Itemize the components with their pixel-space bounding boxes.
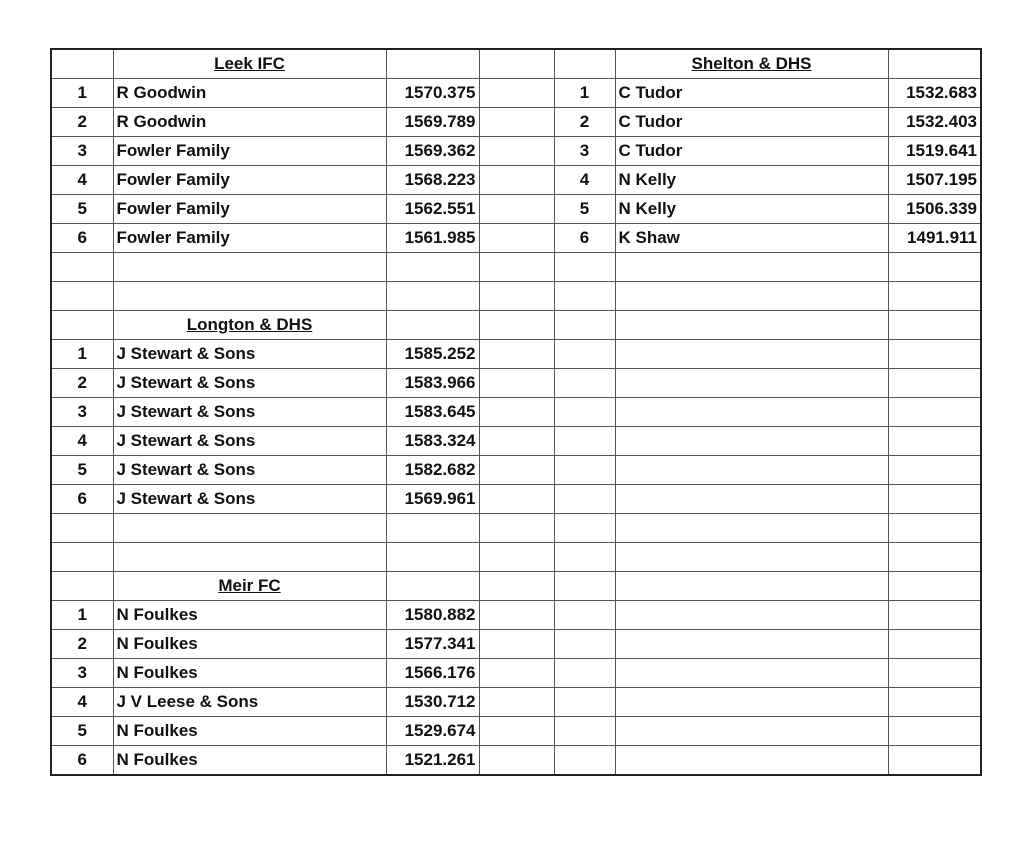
left-score-cell: 1585.252 (386, 340, 479, 369)
left-score-cell: 1530.712 (386, 688, 479, 717)
right-name-cell (615, 340, 888, 369)
right-rank-cell: 3 (554, 137, 615, 166)
right-rank-cell (554, 369, 615, 398)
right-rank-cell: 4 (554, 166, 615, 195)
right-name-cell: C Tudor (615, 79, 888, 108)
spacer-cell (479, 746, 554, 776)
table-row (51, 224, 981, 253)
right-score-cell (888, 485, 981, 514)
right-score-cell (888, 456, 981, 485)
right-section-title (615, 572, 888, 601)
right-rank-cell: 6 (554, 224, 615, 253)
left-score-cell (386, 49, 479, 79)
left-rank-cell: 6 (51, 746, 113, 776)
right-score-cell: 1491.911 (888, 224, 981, 253)
right-score-cell (888, 630, 981, 659)
spacer-cell (479, 456, 554, 485)
left-score-cell: 1580.882 (386, 601, 479, 630)
spacer-cell (479, 79, 554, 108)
right-name-cell (615, 543, 888, 572)
right-score-cell (888, 572, 981, 601)
right-rank-cell (554, 514, 615, 543)
table-row (51, 630, 981, 659)
left-name-cell (113, 282, 386, 311)
right-score-cell (888, 601, 981, 630)
left-rank-cell: 1 (51, 601, 113, 630)
right-score-cell (888, 340, 981, 369)
table-row (51, 340, 981, 369)
left-score-cell: 1583.966 (386, 369, 479, 398)
spacer-cell (479, 398, 554, 427)
right-score-cell (888, 746, 981, 776)
left-name-cell (113, 543, 386, 572)
right-name-cell (615, 630, 888, 659)
right-rank-cell (554, 543, 615, 572)
left-rank-cell: 1 (51, 340, 113, 369)
right-name-cell (615, 659, 888, 688)
right-name-cell: K Shaw (615, 224, 888, 253)
table-row (51, 717, 981, 746)
table-row (51, 369, 981, 398)
left-rank-cell (51, 572, 113, 601)
right-section-title: Shelton & DHS (615, 49, 888, 79)
spacer-cell (479, 340, 554, 369)
right-score-cell (888, 253, 981, 282)
left-name-cell: J Stewart & Sons (113, 369, 386, 398)
left-score-cell: 1566.176 (386, 659, 479, 688)
right-score-cell: 1532.683 (888, 79, 981, 108)
spacer-cell (479, 195, 554, 224)
left-name-cell: N Foulkes (113, 717, 386, 746)
left-rank-cell: 3 (51, 659, 113, 688)
left-score-cell: 1570.375 (386, 79, 479, 108)
right-score-cell (888, 717, 981, 746)
left-name-cell: N Foulkes (113, 659, 386, 688)
table-body (51, 49, 981, 775)
left-rank-cell: 3 (51, 137, 113, 166)
left-score-cell (386, 311, 479, 340)
right-rank-cell: 1 (554, 79, 615, 108)
left-section-title: Leek IFC (113, 49, 386, 79)
left-score-cell: 1568.223 (386, 166, 479, 195)
right-rank-cell (554, 601, 615, 630)
table-row (51, 253, 981, 282)
left-name-cell: Fowler Family (113, 195, 386, 224)
left-rank-cell (51, 49, 113, 79)
table-row (51, 688, 981, 717)
table-row (51, 456, 981, 485)
left-rank-cell: 5 (51, 456, 113, 485)
left-score-cell: 1569.789 (386, 108, 479, 137)
left-rank-cell: 6 (51, 224, 113, 253)
left-name-cell (113, 514, 386, 543)
right-rank-cell: 2 (554, 108, 615, 137)
left-section-title: Meir FC (113, 572, 386, 601)
table-row (51, 79, 981, 108)
results-table (50, 48, 982, 776)
table-row (51, 601, 981, 630)
right-rank-cell: 5 (554, 195, 615, 224)
left-name-cell: N Foulkes (113, 746, 386, 776)
left-name-cell: J Stewart & Sons (113, 427, 386, 456)
left-name-cell: N Foulkes (113, 630, 386, 659)
right-name-cell (615, 514, 888, 543)
right-score-cell: 1507.195 (888, 166, 981, 195)
right-score-cell (888, 398, 981, 427)
left-name-cell: Fowler Family (113, 137, 386, 166)
left-name-cell: J Stewart & Sons (113, 456, 386, 485)
spacer-cell (479, 717, 554, 746)
right-name-cell: N Kelly (615, 195, 888, 224)
left-score-cell (386, 514, 479, 543)
right-name-cell (615, 688, 888, 717)
right-section-title (615, 311, 888, 340)
spacer-cell (479, 311, 554, 340)
right-rank-cell (554, 340, 615, 369)
spacer-cell (479, 369, 554, 398)
table-row (51, 514, 981, 543)
section-header-row (51, 572, 981, 601)
right-score-cell (888, 514, 981, 543)
left-rank-cell (51, 514, 113, 543)
table-row (51, 659, 981, 688)
right-rank-cell (554, 311, 615, 340)
right-rank-cell (554, 572, 615, 601)
right-name-cell (615, 282, 888, 311)
right-rank-cell (554, 49, 615, 79)
left-score-cell: 1583.324 (386, 427, 479, 456)
left-score-cell (386, 543, 479, 572)
right-rank-cell (554, 427, 615, 456)
right-rank-cell (554, 253, 615, 282)
spacer-cell (479, 253, 554, 282)
left-score-cell: 1582.682 (386, 456, 479, 485)
right-rank-cell (554, 456, 615, 485)
right-rank-cell (554, 659, 615, 688)
left-rank-cell: 6 (51, 485, 113, 514)
left-rank-cell (51, 543, 113, 572)
table-row (51, 195, 981, 224)
left-rank-cell: 1 (51, 79, 113, 108)
table-row (51, 427, 981, 456)
left-rank-cell: 4 (51, 166, 113, 195)
right-name-cell (615, 746, 888, 776)
left-rank-cell: 2 (51, 369, 113, 398)
left-score-cell: 1569.961 (386, 485, 479, 514)
right-score-cell (888, 688, 981, 717)
spacer-cell (479, 224, 554, 253)
left-score-cell: 1583.645 (386, 398, 479, 427)
right-name-cell: N Kelly (615, 166, 888, 195)
left-rank-cell: 4 (51, 427, 113, 456)
left-name-cell: R Goodwin (113, 108, 386, 137)
left-score-cell (386, 572, 479, 601)
table-row (51, 746, 981, 776)
left-score-cell: 1529.674 (386, 717, 479, 746)
spacer-cell (479, 543, 554, 572)
spacer-cell (479, 572, 554, 601)
right-score-cell (888, 543, 981, 572)
right-name-cell (615, 717, 888, 746)
left-rank-cell (51, 311, 113, 340)
left-score-cell: 1521.261 (386, 746, 479, 776)
right-name-cell: C Tudor (615, 137, 888, 166)
right-name-cell (615, 398, 888, 427)
left-rank-cell (51, 253, 113, 282)
spacer-cell (479, 282, 554, 311)
left-name-cell: J Stewart & Sons (113, 340, 386, 369)
right-rank-cell (554, 746, 615, 776)
left-section-title: Longton & DHS (113, 311, 386, 340)
spacer-cell (479, 601, 554, 630)
left-rank-cell: 2 (51, 108, 113, 137)
table-row (51, 137, 981, 166)
spacer-cell (479, 137, 554, 166)
spacer-cell (479, 630, 554, 659)
right-score-cell (888, 282, 981, 311)
left-name-cell: N Foulkes (113, 601, 386, 630)
left-name-cell (113, 253, 386, 282)
left-name-cell: J Stewart & Sons (113, 485, 386, 514)
right-name-cell (615, 369, 888, 398)
right-rank-cell (554, 398, 615, 427)
right-score-cell (888, 311, 981, 340)
left-rank-cell: 3 (51, 398, 113, 427)
right-score-cell (888, 49, 981, 79)
table-row (51, 282, 981, 311)
right-score-cell: 1506.339 (888, 195, 981, 224)
left-score-cell: 1562.551 (386, 195, 479, 224)
left-name-cell: J Stewart & Sons (113, 398, 386, 427)
right-name-cell (615, 456, 888, 485)
right-rank-cell (554, 630, 615, 659)
right-name-cell (615, 601, 888, 630)
right-score-cell: 1519.641 (888, 137, 981, 166)
table-row (51, 543, 981, 572)
right-score-cell (888, 659, 981, 688)
section-header-row (51, 49, 981, 79)
right-rank-cell (554, 485, 615, 514)
left-rank-cell: 2 (51, 630, 113, 659)
left-score-cell: 1561.985 (386, 224, 479, 253)
right-score-cell (888, 427, 981, 456)
left-rank-cell: 5 (51, 717, 113, 746)
table-row (51, 485, 981, 514)
left-name-cell: R Goodwin (113, 79, 386, 108)
table-row (51, 398, 981, 427)
right-score-cell: 1532.403 (888, 108, 981, 137)
spacer-cell (479, 427, 554, 456)
table-row (51, 166, 981, 195)
left-rank-cell: 4 (51, 688, 113, 717)
right-name-cell: C Tudor (615, 108, 888, 137)
right-name-cell (615, 427, 888, 456)
table-row (51, 108, 981, 137)
right-rank-cell (554, 688, 615, 717)
right-name-cell (615, 253, 888, 282)
left-score-cell (386, 253, 479, 282)
spacer-cell (479, 688, 554, 717)
left-name-cell: Fowler Family (113, 166, 386, 195)
right-score-cell (888, 369, 981, 398)
spacer-cell (479, 514, 554, 543)
right-rank-cell (554, 282, 615, 311)
left-rank-cell: 5 (51, 195, 113, 224)
spacer-cell (479, 49, 554, 79)
left-name-cell: Fowler Family (113, 224, 386, 253)
spacer-cell (479, 108, 554, 137)
right-name-cell (615, 485, 888, 514)
left-score-cell: 1577.341 (386, 630, 479, 659)
left-score-cell: 1569.362 (386, 137, 479, 166)
left-name-cell: J V Leese & Sons (113, 688, 386, 717)
section-header-row (51, 311, 981, 340)
spacer-cell (479, 485, 554, 514)
spacer-cell (479, 659, 554, 688)
spacer-cell (479, 166, 554, 195)
left-rank-cell (51, 282, 113, 311)
right-rank-cell (554, 717, 615, 746)
left-score-cell (386, 282, 479, 311)
